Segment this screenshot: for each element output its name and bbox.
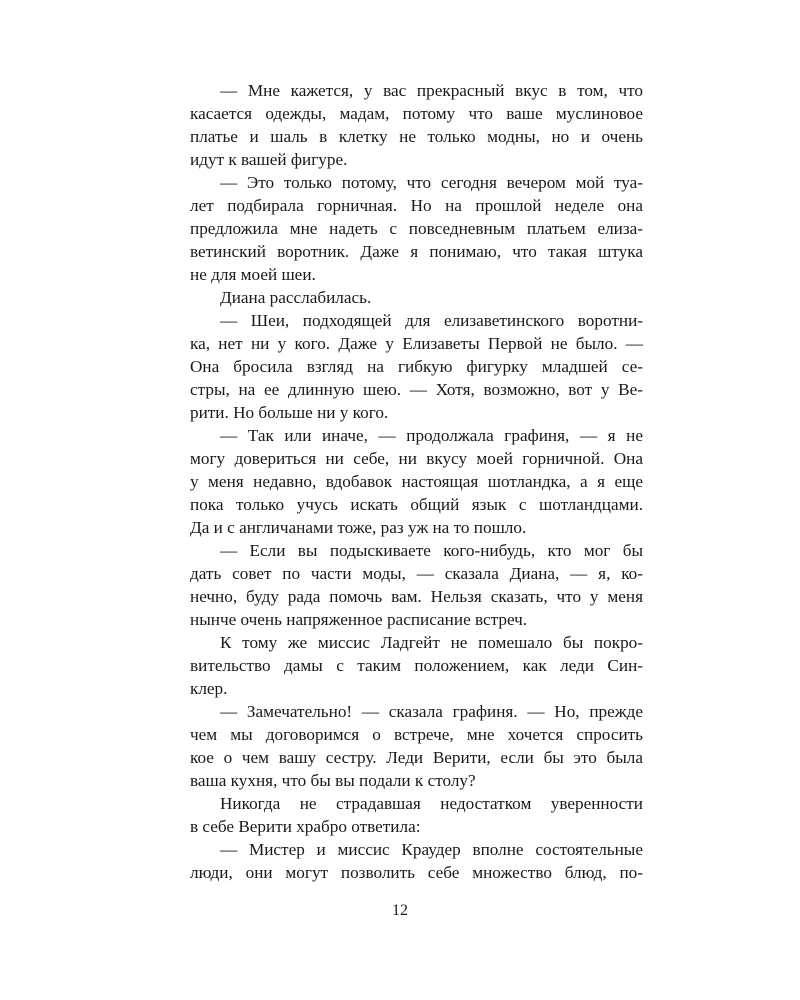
text-line: Она бросила взгляд на гибкую фигурку младшей се- [190,357,643,376]
text-line: — Замечательно! — сказала графиня. — Но, прежде [220,702,643,721]
text-line: не для моей шеи. [190,265,316,284]
text-line: платье и шаль в клетку не только модны, но и очень [190,127,643,146]
text-line: у меня недавно, вдобавок настоящая шотландка, а я еще [190,472,643,491]
text-line: ваша кухня, что бы вы подали к столу? [190,771,476,790]
text-line: К тому же миссис Ладгейт не помешало бы покро- [220,633,643,652]
text-line: — Это только потому, что сегодня вечером мой туа- [220,173,643,192]
text-line: стры, на ее длинную шею. — Хотя, возможно, вот у Ве- [190,380,643,399]
page-number: 12 [392,902,408,919]
text-line: нынче очень напряженное расписание встреч. [190,610,528,629]
text-line: касается одежды, мадам, потому что ваше муслиновое [190,104,643,123]
text-line: могу довериться ни себе, ни вкусу моей горничной. Она [190,449,643,468]
text-line: лет подбирала горничная. Но на прошлой неделе она [190,196,643,215]
text-line: Да и с англичанами тоже, раз уж на то пошло. [190,518,527,537]
text-line: идут к вашей фигуре. [190,150,348,169]
text-line: ветинский воротник. Даже я понимаю, что такая штука [190,242,643,261]
text-line: Диана расслабилась. [220,288,372,307]
text-line: вительство дамы с таким положением, как леди Син- [190,656,643,675]
text-line: — Мне кажется, у вас прекрасный вкус в том, что [220,81,643,100]
text-line: рити. Но больше ни у кого. [190,403,389,422]
text-line: ка, нет ни у кого. Даже у Елизаветы Первой не было. — [190,334,643,353]
text-line: — Так или иначе, — продолжала графиня, — я не [220,426,643,445]
text-line: дать совет по части моды, — сказала Диана, — я, ко- [190,564,643,583]
text-line: чем мы договоримся о встрече, мне хочется спросить [190,725,643,744]
text-line: клер. [190,679,228,698]
text-line: кое о чем вашу сестру. Леди Верити, если бы это была [190,748,643,767]
text-line: — Если вы подыскиваете кого-нибудь, кто мог бы [220,541,643,560]
text-line: — Мистер и миссис Краудер вполне состоятельные [220,840,643,859]
text-line: предложила мне надеть с повседневным платьем елиза- [190,219,643,238]
text-line: Никогда не страдавшая недостатком уверенности [220,794,643,813]
text-line: люди, они могут позволить себе множество блюд, по- [190,863,643,882]
text-line: нечно, буду рада помочь вам. Нельзя сказать, что у меня [190,587,643,606]
text-line: в себе Верити храбро ответила: [190,817,421,836]
text-line: пока только учусь искать общий язык с шотландцами. [190,495,643,514]
book-page-text [190,79,643,884]
text-line: — Шеи, подходящей для елизаветинского воротни- [220,311,643,330]
